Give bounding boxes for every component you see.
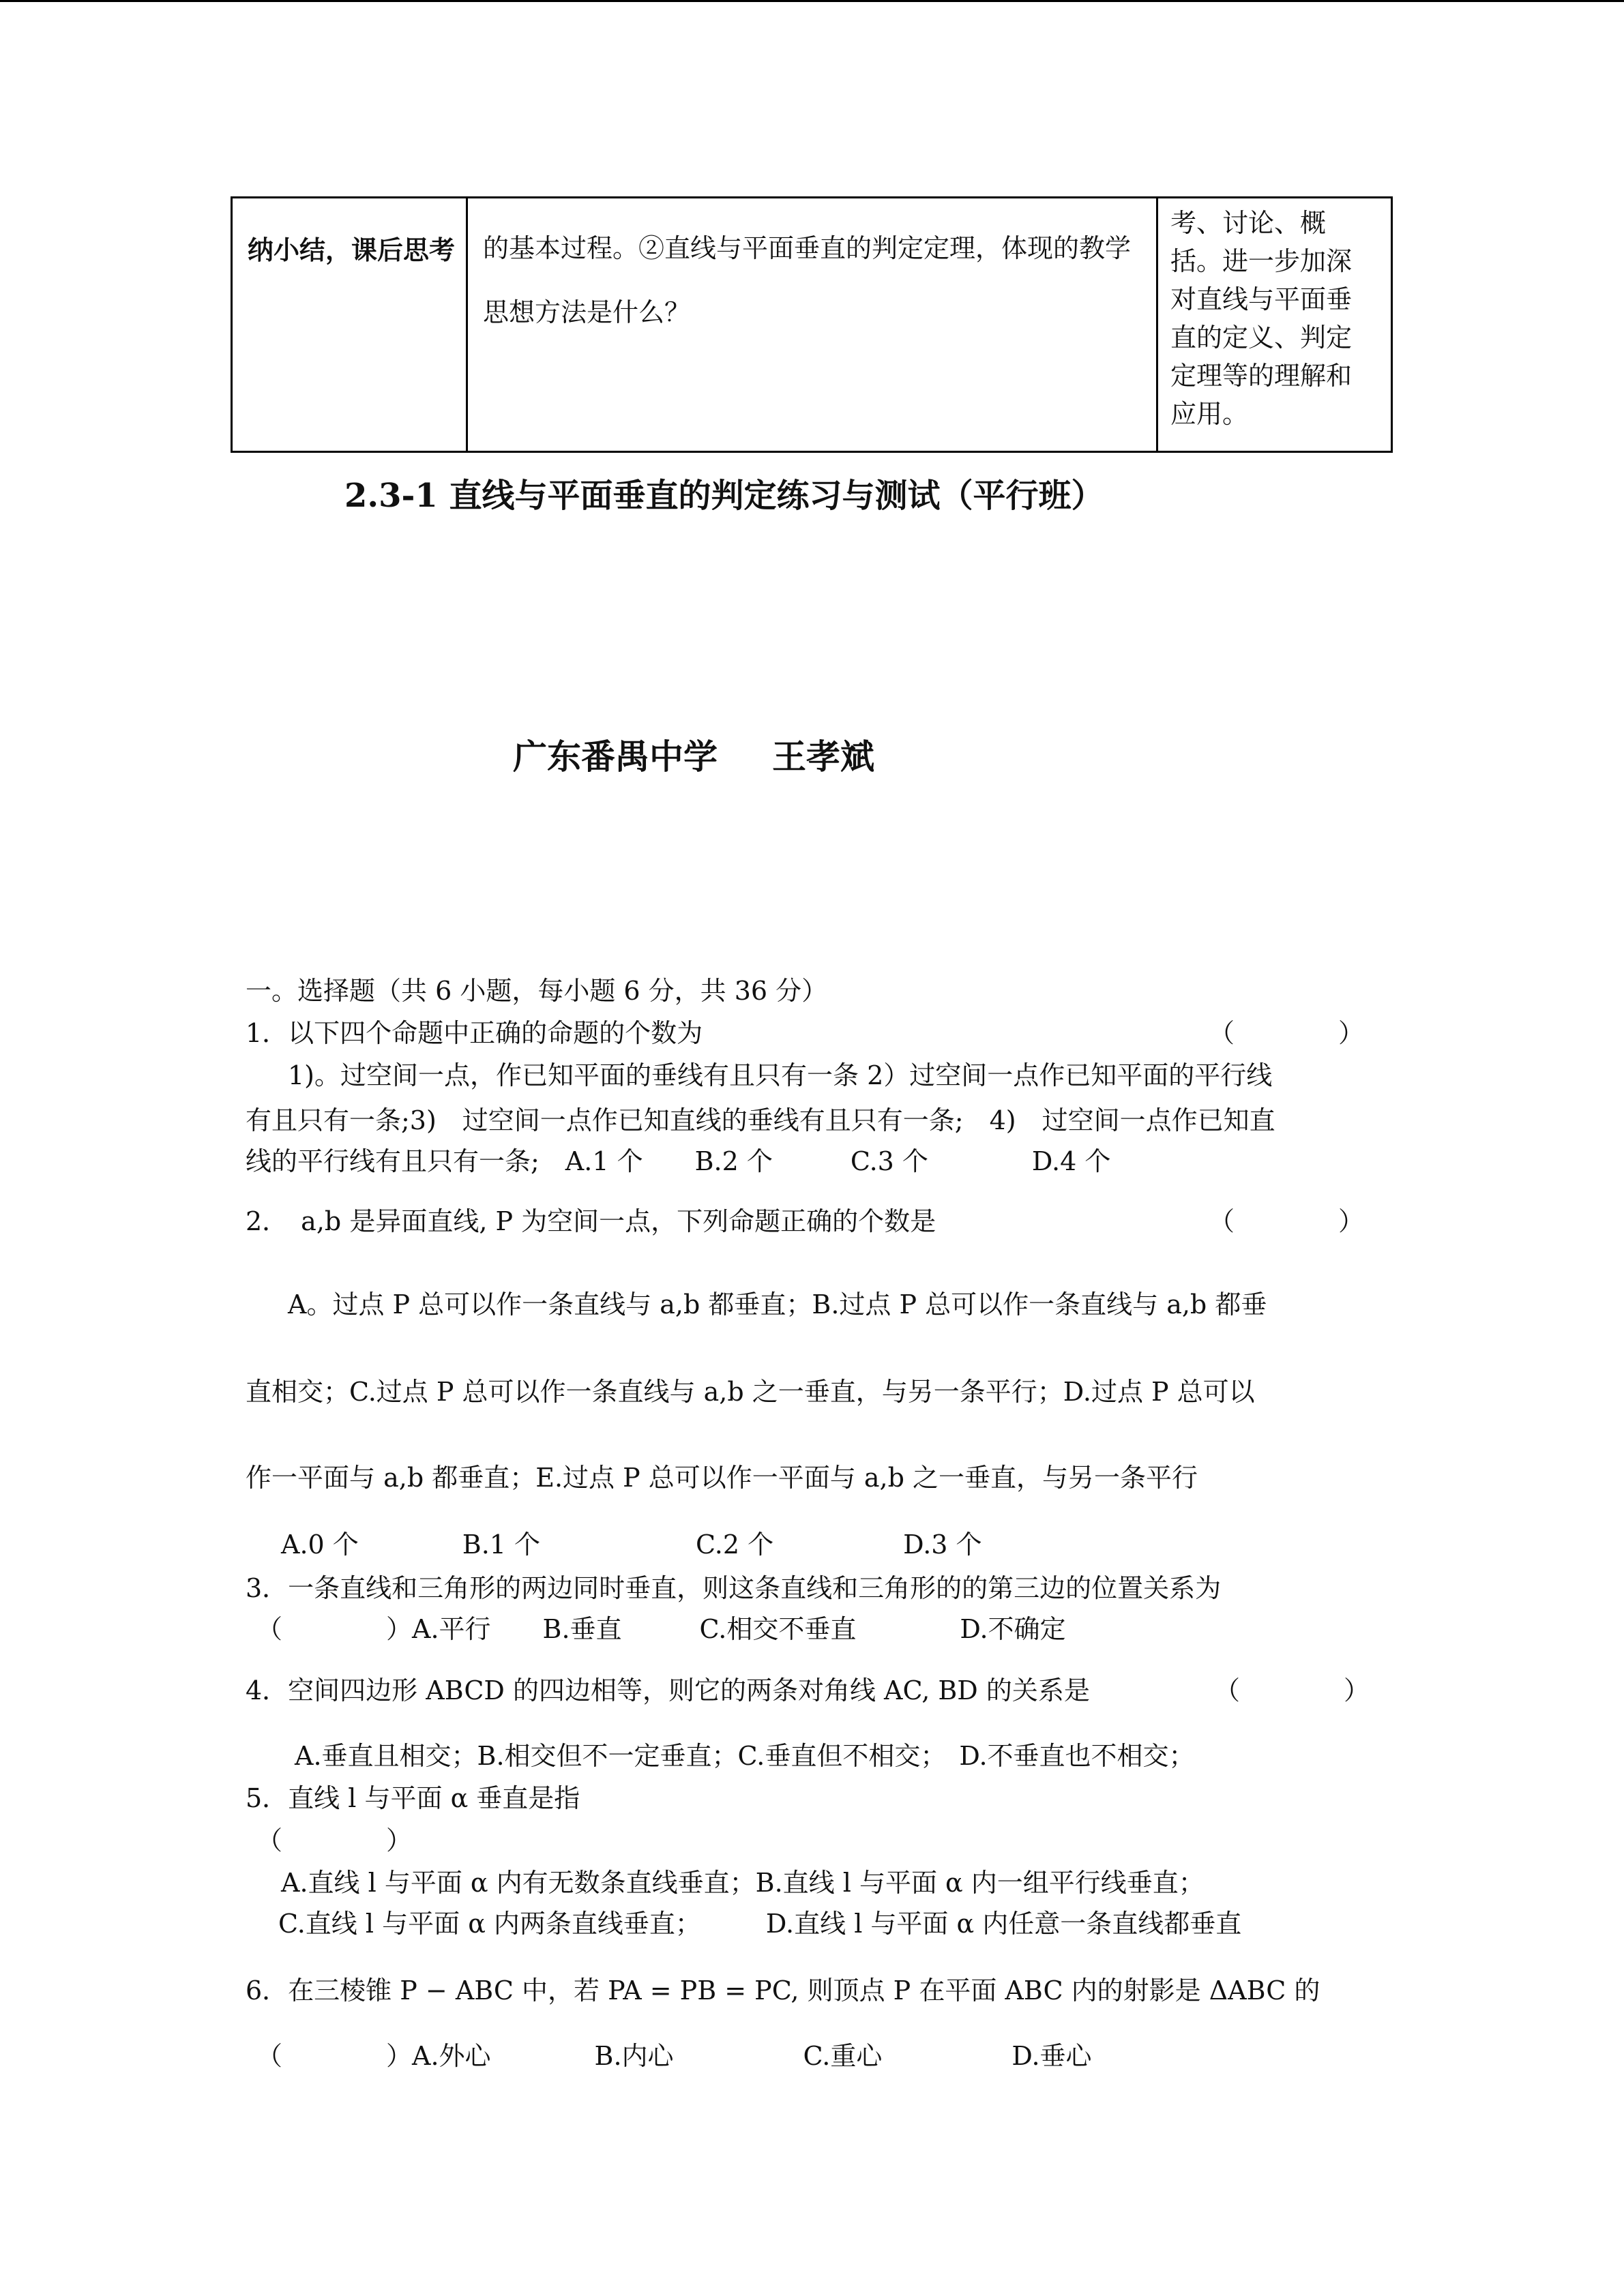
- q5-answer-paren: （ ）: [256, 1825, 413, 1855]
- school-name: 广东番禺中学: [513, 736, 718, 777]
- q1-line2: 有且只有一条;3) 过空间一点作已知直线的垂线有且只有一条; 4) 过空间一点作已知直: [246, 1105, 1275, 1135]
- q1-answer-paren: （ ）: [1209, 1018, 1365, 1048]
- q2-line1: A。过点 P 总可以作一条直线与 a,b 都垂直；B.过点 P 总可以作一条直线与 a,b 都垂: [288, 1289, 1267, 1320]
- q3-stem: 3．一条直线和三角形的两边同时垂直，则这条直线和三角形的的第三边的位置关系为: [246, 1573, 1222, 1603]
- author-line: [513, 730, 874, 779]
- q5-line2: C.直线 l 与平面 α 内两条直线垂直； D.直线 l 与平面 α 内任意一条直线都垂直: [278, 1909, 1242, 1939]
- q2-options: A.0 个 B.1 个 C.2 个 D.3 个: [281, 1530, 982, 1560]
- q6-options: （ ）A.外心 B.内心 C.重心 D.垂心: [256, 2041, 1092, 2071]
- q4-options: A.垂直且相交；B.相交但不一定垂直；C.垂直但不相交； D.不垂直也不相交；: [295, 1741, 1195, 1771]
- q5-line1: A.直线 l 与平面 α 内有无数条直线垂直；B.直线 l 与平面 α 内一组平行线垂直；: [281, 1868, 1205, 1898]
- q4-stem: 4．空间四边形 ABCD 的四边相等，则它的两条对角线 AC, BD 的关系是: [246, 1675, 1090, 1705]
- q4-answer-paren: （ ）: [1214, 1675, 1370, 1705]
- q1-line3: 线的平行线有且只有一条; A.1 个 B.2 个 C.3 个 D.4 个: [246, 1146, 1111, 1176]
- q3-options: （ ）A.平行 B.垂直 C.相交不垂直 D.不确定: [256, 1614, 1066, 1644]
- section-heading: 一。选择题（共 6 小题，每小题 6 分，共 36 分）: [246, 976, 828, 1006]
- q6-stem: 6．在三棱锥 P − ABC 中，若 PA = PB = PC, 则顶点 P 在平面 ABC 内的射影是 ΔABC 的: [246, 1976, 1320, 2006]
- q2-line2: 直相交；C.过点 P 总可以作一条直线与 a,b 之一垂直，与另一条平行；D.过点 P 总可以: [246, 1377, 1255, 1407]
- author-name: 王孝斌: [772, 736, 874, 777]
- q2-stem: 2． a,b 是异面直线, P 为空间一点，下列命题正确的个数是: [246, 1206, 936, 1236]
- q1-stem: 1．以下四个命题中正确的命题的个数为: [246, 1018, 703, 1048]
- table-cell-intent: 考、讨论、概括。进一步加深对直线与平面垂直的定义、判定定理等的理解和应用。: [1170, 208, 1353, 429]
- lesson-table: [231, 196, 1393, 453]
- page-title: 2.3-1 直线与平面垂直的判定练习与测试（平行班）: [344, 477, 1104, 515]
- top-border: [0, 0, 1624, 2]
- q2-line3: 作一平面与 a,b 都垂直；E.过点 P 总可以作一平面与 a,b 之一垂直，与另一条平行: [246, 1463, 1198, 1493]
- table-cell-content: 的基本过程。②直线与平面垂直的判定定理，体现的教学思想方法是什么？: [468, 198, 1158, 451]
- table-cell-stage: 纳小结，课后思考: [233, 198, 468, 451]
- q5-stem: 5．直线 l 与平面 α 垂直是指: [246, 1783, 580, 1813]
- q2-answer-paren: （ ）: [1209, 1206, 1365, 1236]
- q1-line1: 1)。过空间一点，作已知平面的垂线有且只有一条 2）过空间一点作已知平面的平行线: [288, 1060, 1273, 1090]
